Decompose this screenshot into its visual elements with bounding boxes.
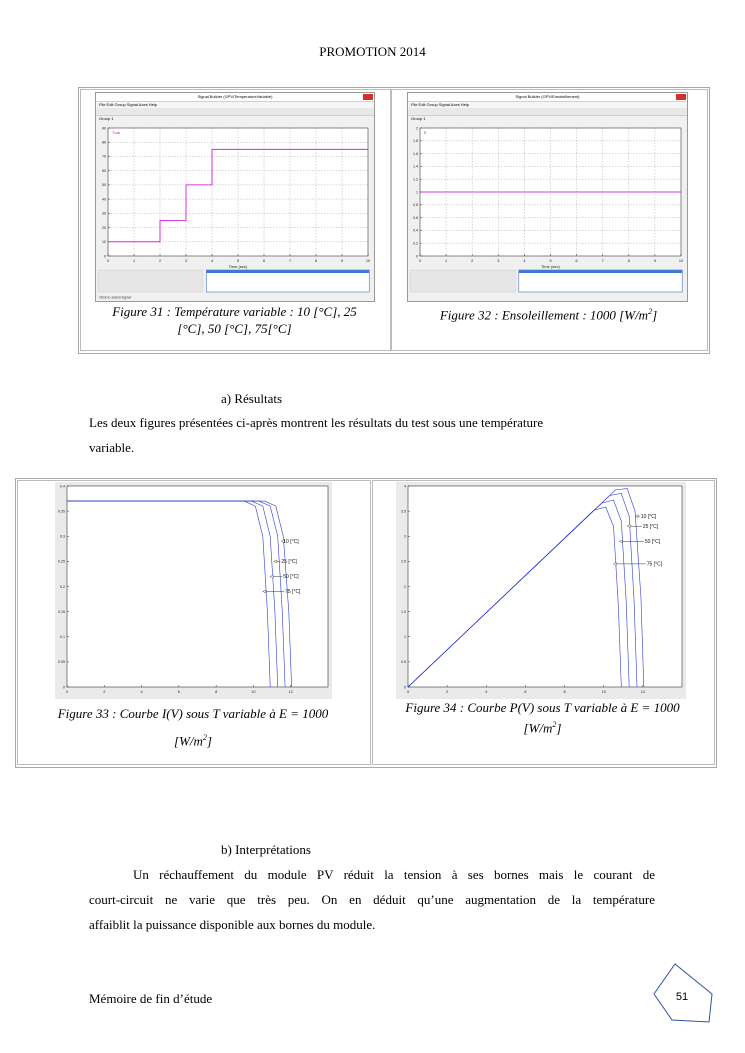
signal-properties-panel	[98, 270, 203, 292]
y-tick-label: 20	[102, 225, 106, 230]
signal-label: E	[424, 130, 427, 135]
caption-line: Figure 34 : Courbe P(V) sous T variable à E = 1000	[405, 700, 680, 715]
caption-end: ]	[206, 733, 212, 749]
y-tick-label: 3	[404, 534, 406, 539]
x-tick-label: 10	[365, 259, 371, 263]
x-tick-label: 6	[575, 259, 578, 263]
y-tick-label: 2.5	[401, 559, 406, 564]
x-tick-label: 6	[524, 690, 527, 694]
caption-line	[374, 716, 711, 736]
x-tick-label: 6	[177, 690, 180, 694]
x-tick-label: 8	[563, 690, 566, 694]
y-tick-label: 0.6	[413, 215, 418, 220]
annotation-label: 25 [°C]	[642, 523, 659, 530]
signal-list-panel	[206, 270, 369, 292]
x-tick-label: 1	[445, 259, 448, 263]
annotation-label: 10 [°C]	[640, 513, 657, 520]
x-axis-label: Time (sec)	[541, 264, 560, 269]
x-tick-label: 12	[640, 690, 645, 694]
toolbar[interactable]	[408, 108, 687, 116]
y-tick-label: 30	[102, 211, 106, 216]
x-tick-label: 1	[132, 259, 136, 263]
caption-text: Figure 32 : Ensoleillement : 1000 [W/m	[439, 307, 649, 323]
x-tick-label: 5	[236, 259, 240, 263]
chart-temperature-svg	[96, 122, 372, 300]
selected-signal-row	[206, 270, 369, 273]
page-number-badge	[652, 962, 714, 1024]
x-tick-label: 4	[210, 259, 214, 263]
plot-area	[67, 486, 328, 687]
figure-32-caption	[393, 303, 704, 323]
y-tick-label: 0.4	[60, 484, 65, 489]
y-tick-label: 50	[102, 183, 106, 188]
y-tick-label: 0	[63, 685, 65, 690]
x-tick-label: 9	[653, 259, 656, 263]
x-tick-label: 4	[523, 259, 526, 263]
paragraph-results	[89, 410, 659, 460]
y-tick-label: 90	[102, 126, 106, 131]
paragraph-line: court-circuit ne varie que très peu. On en déduit qu’une augmentation de la température	[89, 892, 655, 907]
group-tab[interactable]: Group 1	[99, 116, 114, 121]
x-tick-label: 7	[601, 259, 604, 263]
window-titlebar	[408, 93, 687, 102]
caption-sup: 2	[648, 307, 653, 316]
y-tick-label: 0.05	[58, 660, 65, 665]
x-tick-label: 10	[601, 690, 606, 694]
chart-iv-svg	[55, 482, 332, 699]
signal-properties-panel	[410, 270, 515, 292]
y-tick-label: 0	[104, 254, 106, 259]
y-tick-label: 0.5	[401, 660, 406, 665]
y-tick-label: 0.8	[413, 203, 418, 208]
y-tick-label: 1.8	[413, 139, 418, 144]
caption-sup: 2	[552, 720, 557, 729]
y-tick-label: 4	[404, 484, 406, 489]
window-title: Signal Builder (GPV/TemperatureVariable)	[197, 94, 273, 99]
y-tick-label: 80	[102, 140, 106, 145]
paragraph-line: Un réchauffement du module PV réduit la tension à ses bornes mais le courant de	[133, 867, 655, 882]
toolbar[interactable]	[96, 108, 374, 116]
y-tick-label: 3.5	[401, 509, 406, 514]
y-tick-label: 2	[404, 584, 406, 589]
annotation-label: 50 [°C]	[283, 574, 299, 581]
paragraph-line: Les deux figures présentées ci-après montrent les résultats du test sous une température	[89, 415, 544, 430]
caption-line: Figure 33 : Courbe I(V) sous T variable à E = 1000	[57, 706, 329, 721]
selected-signal-row	[519, 270, 682, 273]
x-tick-label: 10	[251, 690, 256, 694]
y-tick-label: 1.5	[401, 609, 406, 614]
signal-label: Tvar	[112, 130, 120, 135]
chart-pv-svg	[396, 482, 686, 699]
chart-iv-curve	[55, 482, 332, 699]
y-tick-label: 1	[404, 635, 406, 640]
y-tick-label: 0.2	[413, 241, 418, 246]
x-tick-label: 5	[549, 259, 552, 263]
x-tick-label: 2	[103, 690, 106, 694]
y-tick-label: 1.6	[413, 151, 418, 156]
x-tick-label: 0	[65, 690, 69, 694]
x-tick-label: 9	[340, 259, 344, 263]
x-tick-label: 7	[288, 259, 292, 263]
y-tick-label: 70	[102, 154, 106, 159]
x-tick-label: 0	[106, 259, 110, 263]
x-tick-label: 2	[158, 259, 162, 263]
x-tick-label: 6	[262, 259, 266, 263]
close-icon[interactable]	[363, 94, 373, 100]
footer-left: Mémoire de fin d’étude	[89, 991, 213, 1006]
caption-line: [°C], 50 [°C], 75[°C]	[177, 321, 292, 336]
x-tick-label: 4	[140, 690, 143, 694]
y-tick-label: 0.4	[413, 228, 418, 233]
chart-irradiance-svg	[408, 122, 685, 300]
annotation-label: 10 [°C]	[283, 538, 299, 545]
x-tick-label: 0	[418, 259, 422, 263]
x-tick-label: 0	[406, 690, 410, 694]
annotation-label: 25 [°C]	[281, 558, 297, 565]
y-tick-label: 0.2	[60, 584, 65, 589]
x-tick-label: 2	[471, 259, 474, 263]
x-tick-label: 3	[497, 259, 500, 263]
annotation-label: 75 [°C]	[285, 589, 301, 596]
y-tick-label: 0.35	[58, 509, 65, 514]
y-tick-label: 0.3	[60, 534, 65, 539]
figure-34-caption	[374, 699, 711, 736]
section-a-title: a) Résultats	[221, 391, 283, 406]
chart-temperature	[96, 122, 372, 300]
chart-pv-curve	[396, 482, 686, 699]
y-tick-label: 0	[416, 254, 418, 259]
section-b-title: b) Interprétations	[221, 842, 311, 857]
x-tick-label: 10	[678, 259, 684, 263]
x-axis-label: Time (sec)	[228, 264, 248, 269]
chart-irradiance	[408, 122, 685, 300]
caption-text: [W/m	[523, 720, 553, 736]
paragraph-line: affaiblit la puissance disponible aux bornes du module.	[89, 917, 376, 932]
paragraph-line: variable.	[89, 440, 135, 455]
window-title: Signal Builder (GPV/Ensoleillement)	[515, 94, 580, 99]
signal-list-panel	[519, 270, 682, 292]
x-tick-label: 8	[627, 259, 630, 263]
caption-text: [W/m	[174, 733, 203, 749]
caption-sup: 2	[202, 733, 207, 742]
y-tick-label: 60	[102, 168, 106, 173]
group-tab[interactable]: Group 1	[411, 116, 426, 121]
x-tick-label: 12	[288, 690, 293, 694]
menu-bar[interactable]: File Edit Group Signal Axes Help	[408, 102, 687, 108]
annotation-label: 75 [°C]	[646, 561, 663, 568]
x-tick-label: 8	[215, 690, 218, 694]
x-tick-label: 8	[314, 259, 318, 263]
caption-line: Figure 31 : Température variable : 10 [°C], 25	[112, 304, 357, 319]
y-tick-label: 0.25	[58, 559, 65, 564]
y-tick-label: 40	[102, 197, 106, 202]
x-tick-label: 3	[184, 259, 188, 263]
y-tick-label: 1.4	[413, 164, 418, 169]
annotation-label: 50 [°C]	[644, 538, 661, 545]
page-number: 51	[675, 991, 689, 1003]
close-icon[interactable]	[676, 94, 686, 100]
caption-end: ]	[652, 307, 658, 323]
y-tick-label: 0.1	[60, 635, 65, 640]
paragraph-interpretation	[89, 862, 655, 937]
figure-31-caption	[82, 303, 387, 337]
caption-end: ]	[556, 720, 562, 736]
y-tick-label: 2	[416, 126, 418, 131]
y-tick-label: 1.2	[413, 177, 418, 182]
x-tick-label: 4	[485, 690, 488, 694]
window-titlebar	[96, 93, 374, 102]
status-text: Click to select signal	[99, 295, 131, 300]
caption-line	[19, 726, 367, 753]
y-tick-label: 10	[102, 240, 106, 245]
x-tick-label: 2	[446, 690, 449, 694]
page-header: PROMOTION 2014	[319, 44, 426, 59]
y-tick-label: 1	[416, 190, 418, 195]
y-tick-label: 0.15	[58, 609, 65, 614]
y-tick-label: 0	[404, 685, 406, 690]
menu-bar[interactable]: File Edit Group Signal Axes Help	[96, 102, 374, 108]
figure-33-caption	[19, 702, 367, 753]
